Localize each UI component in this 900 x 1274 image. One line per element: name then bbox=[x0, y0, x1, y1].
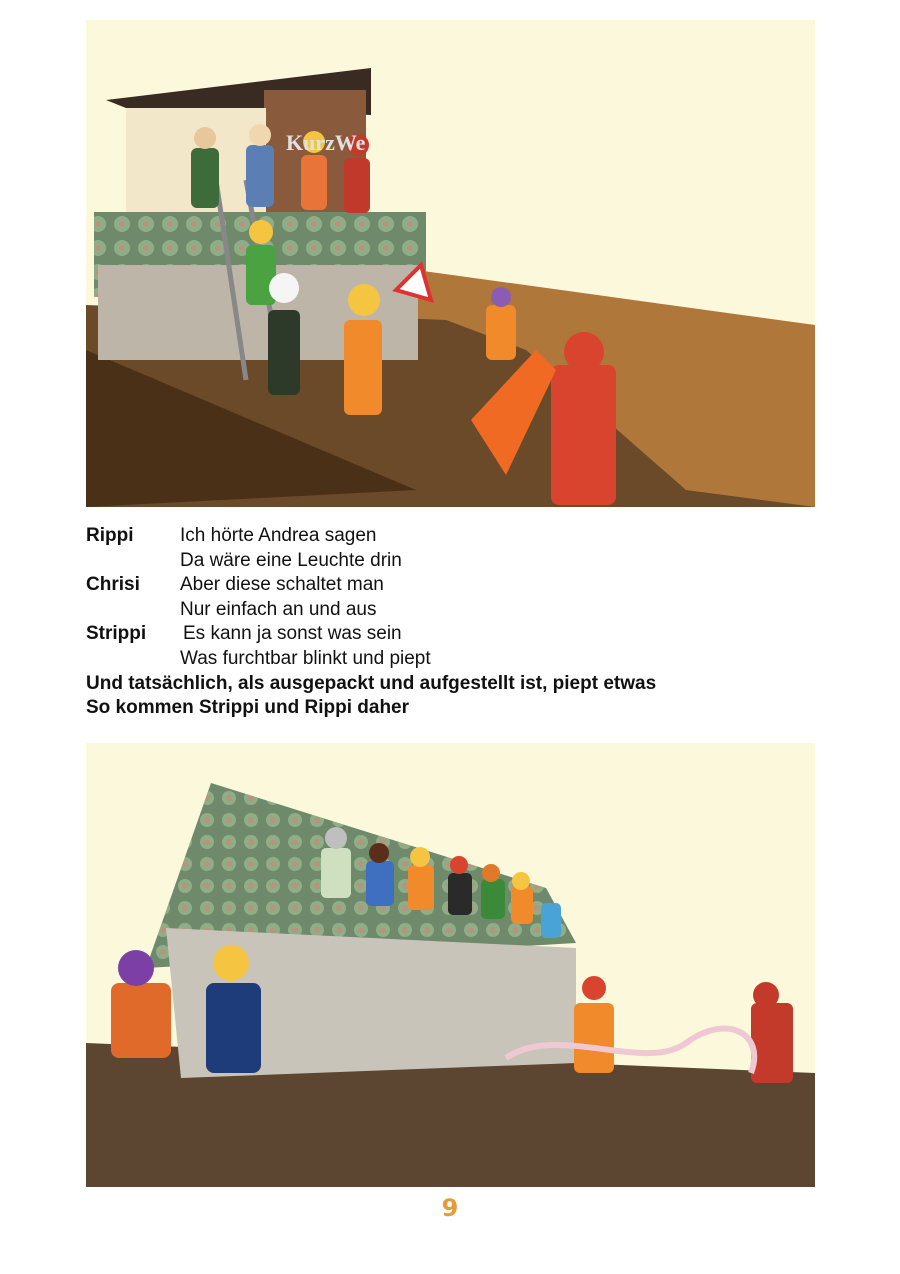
kurzwe-sign: KurzWe bbox=[286, 130, 366, 155]
speaker-name: Strippi bbox=[86, 623, 147, 645]
stage-direction: So kommen Strippi und Rippi daher bbox=[86, 697, 410, 719]
speaker-name: Chrisi bbox=[86, 574, 140, 596]
dialogue-script bbox=[86, 524, 815, 721]
dialogue-line bbox=[86, 622, 815, 647]
photo-construction-scene bbox=[86, 20, 815, 507]
page-number: 9 bbox=[441, 1194, 459, 1222]
speaker-name: Rippi bbox=[86, 525, 134, 546]
dialogue-text: Da wäre eine Leuchte drin bbox=[180, 549, 402, 571]
photo-unpacking-box-scene bbox=[86, 743, 815, 1187]
dialogue-line bbox=[86, 598, 815, 623]
dialogue-line bbox=[86, 573, 815, 598]
stage-direction: Und tatsächlich, als ausgepackt und aufgestellt ist, piept etwas bbox=[86, 672, 657, 694]
dialogue-text: Was furchtbar blinkt und piept bbox=[180, 647, 431, 669]
dialogue-text: Es kann ja sonst was sein bbox=[183, 623, 402, 645]
dialogue-text: Ich hörte Andrea sagen bbox=[180, 525, 377, 546]
unpacking-box-image bbox=[86, 743, 815, 1187]
dialogue-text: Aber diese schaltet man bbox=[180, 574, 384, 596]
construction-scene-image bbox=[86, 20, 815, 507]
dialogue-line bbox=[86, 524, 815, 549]
dialogue-text: Nur einfach an und aus bbox=[180, 598, 377, 620]
dialogue-line bbox=[86, 647, 815, 672]
dialogue-line bbox=[86, 549, 815, 574]
